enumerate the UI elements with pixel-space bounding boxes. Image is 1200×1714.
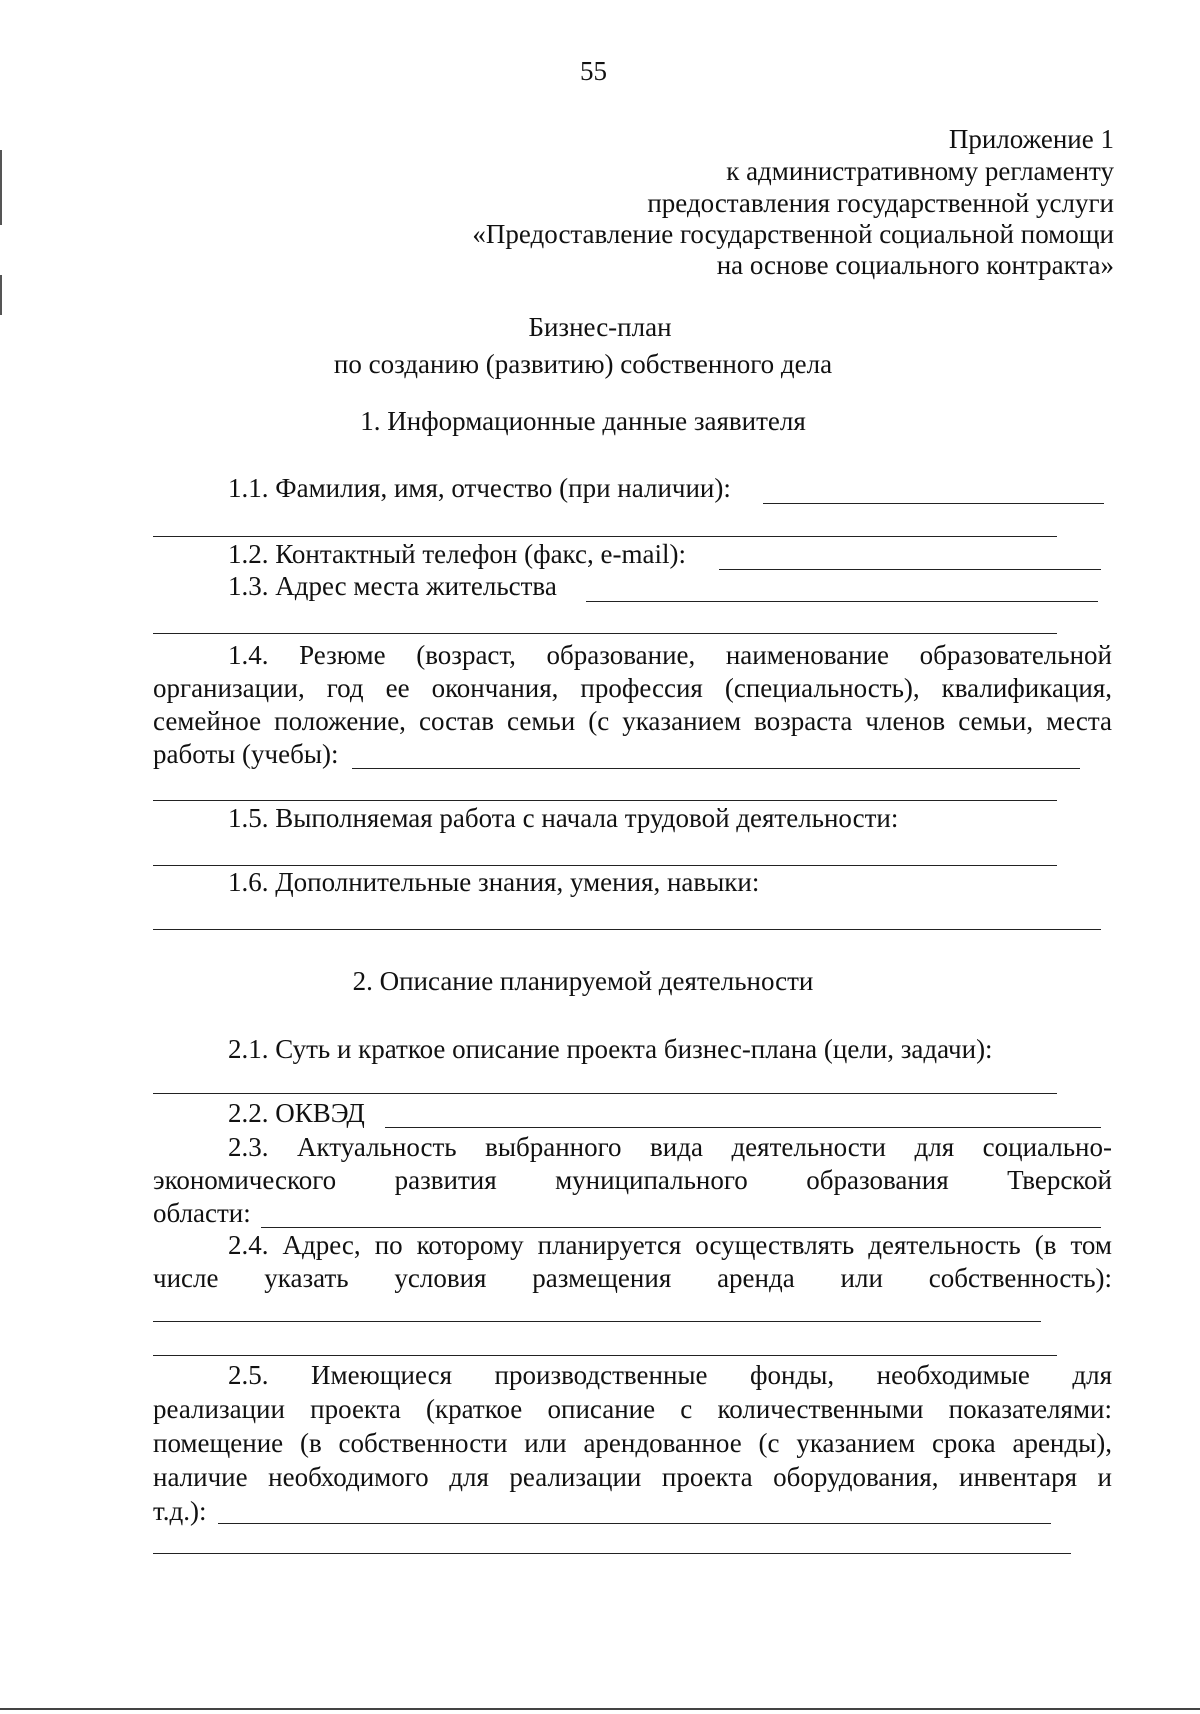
production-assets-text-line-2: реализации проекта (краткое описание с количественными показателями:: [153, 1394, 1112, 1424]
scan-bottom-edge: [0, 1708, 1200, 1710]
fill-line-address: [586, 601, 1098, 602]
field-label-project-description: 2.1. Суть и краткое описание проекта бизнес-плана (цели, задачи):: [228, 1034, 993, 1064]
fill-line-address-2: [153, 633, 1057, 634]
fill-line-skills: [153, 929, 1101, 930]
relevance-text-line-1: 2.3. Актуальность выбранного вида деятельности для социально-: [228, 1132, 1112, 1162]
appendix-line-1: Приложение 1: [948, 124, 1114, 154]
field-label-relevance: области:: [153, 1198, 251, 1228]
activity-address-text-line-1: 2.4. Адрес, по которому планируется осуществлять деятельность (в том: [228, 1230, 1112, 1260]
fill-line-activity-address-2: [153, 1355, 1057, 1356]
resume-text-line-2: организации, год ее окончания, профессия (специальность), квалификация,: [153, 673, 1112, 703]
production-assets-text-line-1: 2.5. Имеющиеся производственные фонды, необходимые для: [228, 1360, 1112, 1390]
resume-text-line-3: семейное положение, состав семьи (с указанием возраста членов семьи, места: [153, 706, 1112, 736]
section-1-heading: 1. Информационные данные заявителя: [360, 406, 806, 436]
field-label-work-history: 1.5. Выполняемая работа с начала трудовой деятельности:: [228, 803, 899, 833]
appendix-line-3: предоставления государственной услуги: [647, 188, 1114, 218]
field-label-full-name: 1.1. Фамилия, имя, отчество (при наличии):: [228, 473, 731, 503]
fill-line-project-description: [153, 1093, 1057, 1094]
document-subtitle: по созданию (развитию) собственного дела: [333, 349, 833, 379]
production-assets-text-line-3: помещение (в собственности или арендованное (с указанием срока аренды),: [153, 1428, 1112, 1458]
field-label-production-assets: т.д.):: [153, 1496, 207, 1526]
field-label-contact-phone: 1.2. Контактный телефон (факс, e-mail):: [228, 539, 686, 569]
resume-text-line-1: 1.4. Резюме (возраст, образование, наименование образовательной: [228, 640, 1112, 670]
fill-line-okved: [385, 1127, 1101, 1128]
fill-line-resume-2: [153, 800, 1057, 801]
fill-line-full-name-2: [153, 536, 1057, 537]
activity-address-text-line-2: числе указать условия размещения аренда или собственность):: [153, 1263, 1112, 1293]
fill-line-production-assets-2: [153, 1553, 1071, 1554]
appendix-line-5: на основе социального контракта»: [716, 250, 1114, 280]
field-label-address: 1.3. Адрес места жительства: [228, 571, 557, 601]
production-assets-text-line-4: наличие необходимого для реализации проекта оборудования, инвентаря и: [153, 1462, 1112, 1492]
field-label-resume: работы (учебы):: [153, 739, 339, 769]
fill-line-full-name: [763, 503, 1104, 504]
appendix-line-2: к административному регламенту: [726, 156, 1114, 186]
fill-line-contact-phone: [719, 569, 1101, 570]
field-label-skills: 1.6. Дополнительные знания, умения, навыки:: [228, 867, 760, 897]
fill-line-activity-address: [153, 1321, 1041, 1322]
scan-edge-mark: [0, 275, 2, 315]
appendix-line-4: «Предоставление государственной социальной помощи: [472, 219, 1114, 249]
relevance-text-line-2: экономического развития муниципального образования Тверской: [153, 1165, 1112, 1195]
section-2-heading: 2. Описание планируемой деятельности: [352, 966, 814, 996]
document-title: Бизнес-план: [528, 312, 672, 342]
field-label-okved: 2.2. ОКВЭД: [228, 1098, 365, 1128]
fill-line-resume: [352, 768, 1080, 769]
fill-line-production-assets: [218, 1523, 1051, 1524]
fill-line-relevance: [261, 1227, 1101, 1228]
scan-edge-mark: [0, 150, 2, 225]
page-number: 55: [580, 56, 607, 86]
